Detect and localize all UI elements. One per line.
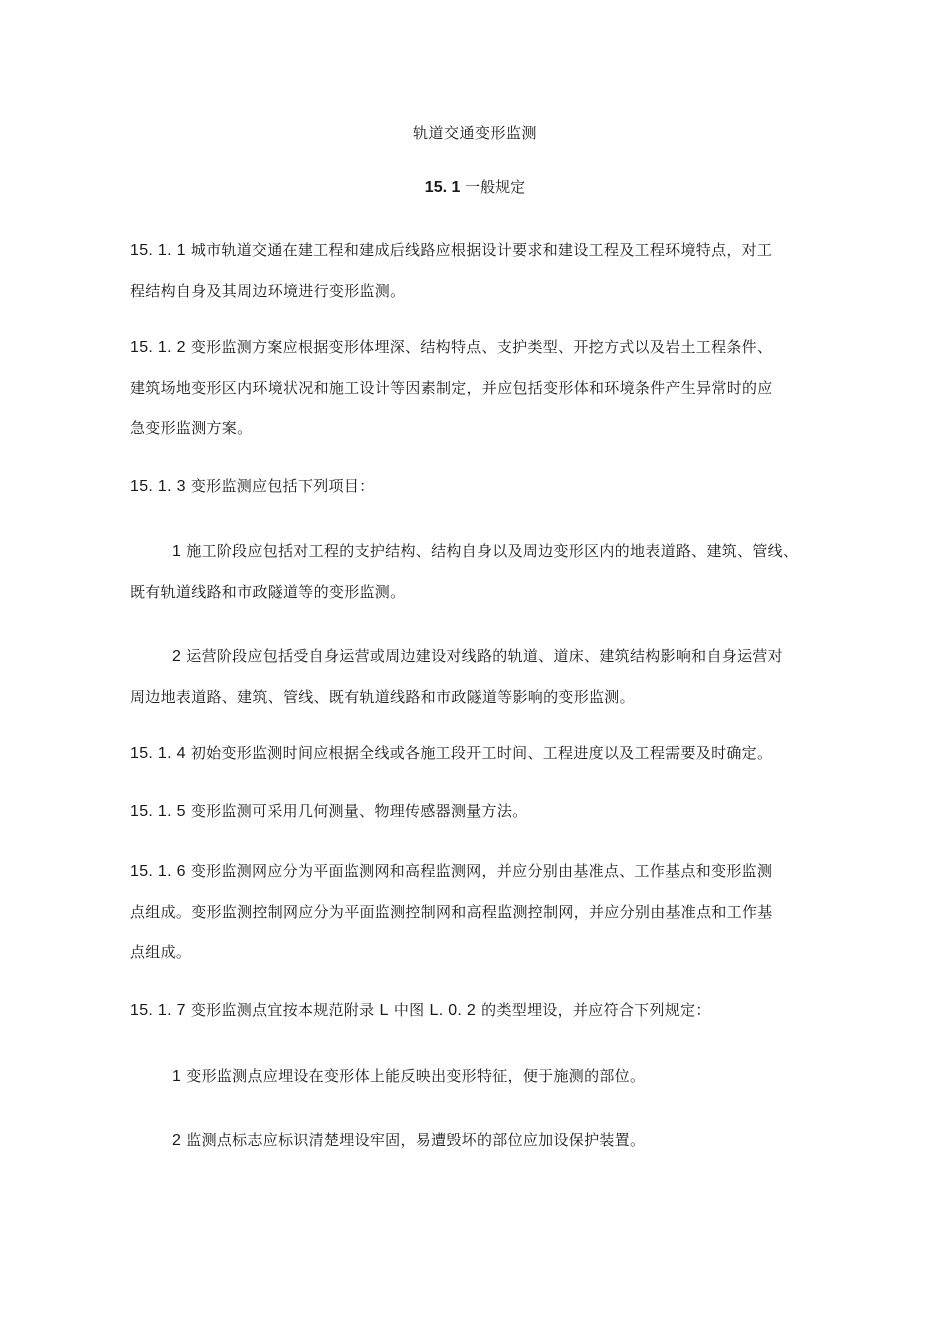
appendix-ref: L xyxy=(379,1002,389,1019)
clause-line xyxy=(130,327,850,368)
clause-text: 中图 xyxy=(393,1001,425,1019)
clause-text: 初始变形监测时间应根据全线或各施工段开工时间、工程进度以及工程需要及时确定。 xyxy=(190,744,773,762)
item-text: 既有轨道线路和市政隧道等的变形监测。 xyxy=(130,583,406,601)
section-heading-text: 一般规定 xyxy=(465,178,526,196)
item-number: 2 xyxy=(172,1132,182,1149)
clause-number: 15. 1. 6 xyxy=(130,863,186,880)
item-line xyxy=(172,531,864,572)
item-number: 1 xyxy=(172,1068,182,1085)
clause-15-1-3-item-1 xyxy=(130,531,864,612)
item-line xyxy=(172,636,864,677)
item-number: 1 xyxy=(172,543,182,560)
item-number: 2 xyxy=(172,648,182,665)
clause-text: 变形监测网应分为平面监测网和高程监测网，并应分别由基准点、工作基点和变形监测 xyxy=(190,862,773,880)
clause-15-1-1 xyxy=(130,230,850,311)
clause-15-1-3-item-2 xyxy=(130,636,864,717)
clause-text: 变形监测可采用几何测量、物理传感器测量方法。 xyxy=(190,802,528,820)
clause-15-1-7-item-1 xyxy=(172,1056,864,1097)
clause-15-1-3 xyxy=(130,466,850,507)
clause-15-1-4 xyxy=(130,733,850,774)
clause-number: 15. 1. 1 xyxy=(130,242,186,259)
document-title: 轨道交通变形监测 xyxy=(412,124,537,142)
section-number: 15. 1 xyxy=(424,179,461,196)
clause-text: 变形监测点宜按本规范附录 xyxy=(190,1001,375,1019)
figure-ref: L. 0. 2 xyxy=(429,1002,477,1019)
clause-number: 15. 1. 4 xyxy=(130,745,186,762)
clause-line xyxy=(130,733,850,774)
clause-number: 15. 1. 2 xyxy=(130,339,186,356)
clause-15-1-6 xyxy=(130,851,850,972)
clause-text: 的类型埋设，并应符合下列规定： xyxy=(481,1001,711,1019)
item-line xyxy=(172,1056,864,1097)
clause-text: 城市轨道交通在建工程和建成后线路应根据设计要求和建设工程及工程环境特点，对工 xyxy=(190,241,773,259)
item-text: 变形监测点应埋设在变形体上能反映出变形特征，便于施测的部位。 xyxy=(186,1067,646,1085)
clause-text: 程结构自身及其周边环境进行变形监测。 xyxy=(130,282,406,300)
clause-number: 15. 1. 3 xyxy=(130,478,186,495)
item-text: 运营阶段应包括受自身运营或周边建设对线路的轨道、道床、建筑结构影响和自身运营对 xyxy=(186,647,783,665)
clause-line xyxy=(130,230,850,271)
clause-text: 变形监测方案应根据变形体埋深、结构特点、支护类型、开挖方式以及岩土工程条件、 xyxy=(190,338,773,356)
clause-15-1-5 xyxy=(130,791,850,832)
clause-line xyxy=(130,851,850,892)
item-line xyxy=(172,1120,864,1161)
item-text: 周边地表道路、建筑、管线、既有轨道线路和市政隧道等影响的变形监测。 xyxy=(130,688,635,706)
clause-number: 15. 1. 7 xyxy=(130,1002,186,1019)
item-text: 监测点标志应标识清楚埋设牢固，易遭毁坏的部位应加设保护装置。 xyxy=(186,1131,646,1149)
clause-text: 建筑场地变形区内环境状况和施工设计等因素制定，并应包括变形体和环境条件产生异常时的应 xyxy=(130,379,773,397)
clause-text: 变形监测应包括下列项目： xyxy=(190,477,375,495)
clause-text: 点组成。变形监测控制网应分为平面监测控制网和高程监测控制网，并应分别由基准点和工作基 xyxy=(130,903,773,921)
clause-text: 点组成。 xyxy=(130,943,192,961)
clause-line xyxy=(130,466,850,507)
clause-15-1-7-item-2 xyxy=(172,1120,864,1161)
section-heading xyxy=(0,176,950,197)
clause-line xyxy=(130,791,850,832)
item-text: 施工阶段应包括对工程的支护结构、结构自身以及周边变形区内的地表道路、建筑、管线、 xyxy=(186,542,799,560)
clause-15-1-2 xyxy=(130,327,850,448)
clause-number: 15. 1. 5 xyxy=(130,803,186,820)
clause-line xyxy=(130,990,850,1031)
clause-15-1-7 xyxy=(130,990,850,1031)
clause-text: 急变形监测方案。 xyxy=(130,419,253,437)
